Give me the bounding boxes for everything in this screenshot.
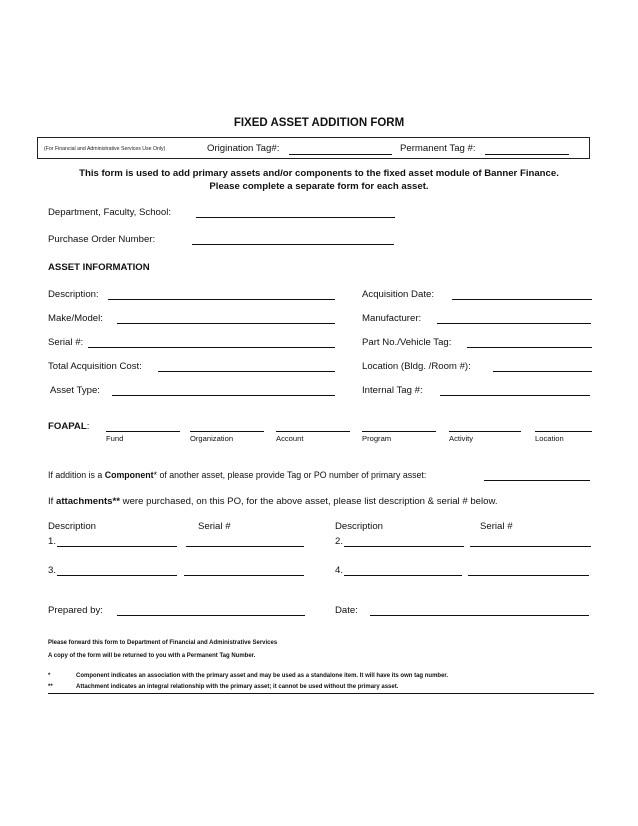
department-label: Department, Faculty, School: [48,207,171,218]
permanent-tag-label: Permanent Tag #: [400,143,476,154]
note-1-marker: * [48,673,51,679]
part-no-field[interactable] [467,347,592,348]
attachment-2-serial-field[interactable] [470,546,591,547]
component-primary-tag-field[interactable] [484,480,590,481]
asset-info-heading: ASSET INFORMATION [48,262,150,273]
origination-tag-label: Origination Tag#: [207,143,280,154]
prepared-by-label: Prepared by: [48,605,103,616]
description-label: Description: [48,289,99,300]
manufacturer-field[interactable] [437,323,591,324]
make-model-field[interactable] [117,323,335,324]
attachment-4-serial-field[interactable] [468,575,589,576]
attachments-description-header-left: Description [48,521,96,532]
note-1-text: Component indicates an association with the primary asset and may be used as a standalone item. It will have its own tag number. [76,673,449,679]
location-field[interactable] [493,371,592,372]
foapal-program-caption: Program [362,434,392,443]
po-field[interactable] [192,244,394,245]
footer-forward-note: Please forward this form to Department of Financial and Administrative Services [48,640,278,646]
attachment-3-serial-field[interactable] [184,575,304,576]
attachment-3-description-field[interactable] [57,575,177,576]
date-field[interactable] [370,615,589,616]
prepared-by-field[interactable] [117,615,305,616]
acquisition-date-label: Acquisition Date: [362,289,434,300]
asset-type-label: Asset Type: [50,385,100,396]
intro-line-2: Please complete a separate form for each asset. [209,181,429,192]
foapal-activity-field[interactable] [449,431,521,432]
foapal-label: FOAPAL: [48,421,90,432]
internal-tag-label: Internal Tag #: [362,385,423,396]
foapal-activity-caption: Activity [449,434,474,443]
permanent-tag-field[interactable] [485,154,569,155]
attachment-1-serial-field[interactable] [186,546,304,547]
note-2-marker: ** [48,684,53,690]
attachment-1-description-field[interactable] [57,546,177,547]
footer-copy-note: A copy of the form will be returned to you with a Permanent Tag Number. [48,653,256,659]
foapal-organization-caption: Organization [190,434,234,443]
component-question: If addition is a Component* of another asset, please provide Tag or PO number of primary asset: [48,470,427,480]
attachment-row-4-number: 4. [335,565,344,576]
foapal-fund-field[interactable] [106,431,180,432]
foapal-location-caption: Location [535,434,564,443]
asset-type-field[interactable] [112,395,335,396]
location-label: Location (Bldg. /Room #): [362,361,471,372]
attachment-row-3-number: 3. [48,565,57,576]
note-2-text: Attachment indicates an integral relationship with the primary asset; it cannot be used without the primary asset. [76,684,399,690]
attachments-serial-header-right: Serial # [480,521,513,532]
foapal-account-field[interactable] [276,431,350,432]
make-model-label: Make/Model: [48,313,103,324]
foapal-program-field[interactable] [362,431,436,432]
attachment-row-2-number: 2. [335,536,344,547]
footer-rule [48,693,594,694]
total-cost-field[interactable] [158,371,335,372]
part-no-label: Part No./Vehicle Tag: [362,337,452,348]
foapal-fund-caption: Fund [106,434,124,443]
serial-label: Serial #: [48,337,84,348]
attachments-question: If attachments** were purchased, on this PO, for the above asset, please list description & serial # below. [48,496,498,507]
foapal-account-caption: Account [276,434,304,443]
foapal-organization-field[interactable] [190,431,264,432]
attachments-description-header-right: Description [335,521,383,532]
manufacturer-label: Manufacturer: [362,313,422,324]
attachment-4-description-field[interactable] [344,575,462,576]
department-field[interactable] [196,217,395,218]
intro-line-1: This form is used to add primary assets and/or components to the fixed asset module of Banner Finance. [79,168,559,179]
internal-tag-field[interactable] [440,395,590,396]
attachment-2-description-field[interactable] [344,546,464,547]
po-label: Purchase Order Number: [48,234,156,245]
serial-field[interactable] [88,347,335,348]
office-use-note: (For Financial and Administrative Services Use Only) [44,146,166,152]
acquisition-date-field[interactable] [452,299,592,300]
date-label: Date: [335,605,358,616]
origination-tag-field[interactable] [289,154,392,155]
foapal-location-field[interactable] [535,431,592,432]
total-cost-label: Total Acquisition Cost: [48,361,142,372]
form-title: FIXED ASSET ADDITION FORM [233,117,405,129]
description-field[interactable] [108,299,335,300]
attachments-serial-header-left: Serial # [198,521,231,532]
attachment-row-1-number: 1. [48,536,57,547]
